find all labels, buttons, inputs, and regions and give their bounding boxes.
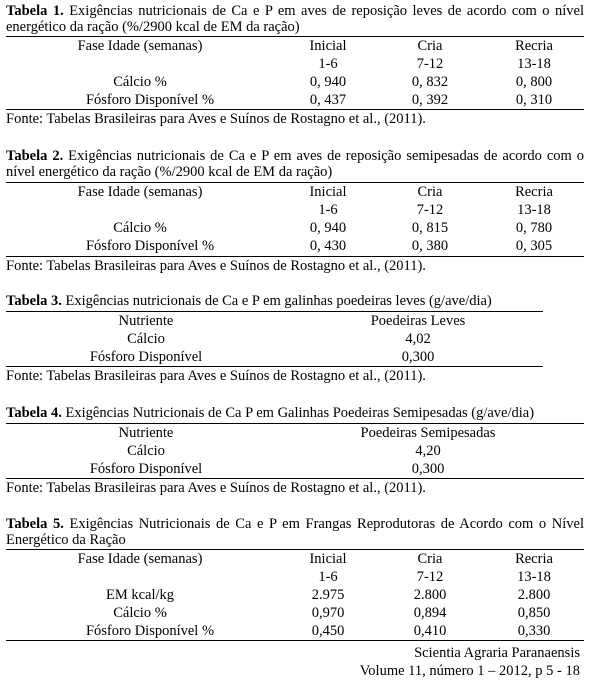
- table4-title: Exigências Nutricionais de Ca P em Galinhas Poedeiras Semipesadas (g/ave/dia): [61, 405, 535, 421]
- table1-age-3: 13-18: [517, 56, 551, 72]
- table5-phase-2: Cria: [417, 551, 443, 567]
- table2-cell: 0, 815: [411, 220, 449, 236]
- table1-phase-1: Inicial: [309, 38, 347, 54]
- table5-row-label: Cálcio %: [113, 605, 167, 621]
- table5-cell: 2.800: [413, 587, 447, 603]
- table5-row-label: EM kcal/kg: [105, 587, 175, 603]
- table4-header-value: Poedeiras Semipesadas: [360, 425, 496, 441]
- table3-label: Tabela 3.: [6, 293, 62, 309]
- table4-caption: [6, 405, 584, 421]
- table5-cell: 2.975: [311, 587, 345, 603]
- table1-cell: 0, 800: [515, 74, 553, 90]
- table5-age-3: 13-18: [517, 569, 551, 585]
- table1-title: Exigências nutricionais de Ca e P em aves de reposição leves de acordo com o nível energético da ração (%/2900 kcal de EM da ração): [6, 3, 584, 35]
- table3-caption: [6, 293, 584, 309]
- table3-cell: 4,02: [405, 331, 431, 347]
- table1-cell: 0, 437: [309, 92, 347, 108]
- table1-age-1: 1-6: [318, 56, 338, 72]
- table3-row-label: Fósforo Disponível: [89, 349, 203, 365]
- table2-cell: 0, 305: [515, 238, 553, 254]
- table5-cell: 2.800: [517, 587, 551, 603]
- table5-phase-3: Recria: [515, 551, 553, 567]
- table2-cell: 0, 780: [515, 220, 553, 236]
- table2-phase-2: Cria: [417, 184, 443, 200]
- table1-phase-3: Recria: [515, 38, 553, 54]
- table5-cell: 0,450: [311, 623, 345, 639]
- table2-cell: 0, 430: [309, 238, 347, 254]
- journal-volume: Volume 11, número 1 – 2012, p 5 - 18: [359, 663, 580, 679]
- table2-title: Exigências nutricionais de Ca e P em aves de reposição semipesadas de acordo com o nível energético da ração (%/2900 kcal de EM da ração): [6, 148, 584, 180]
- table3-title: Exigências nutricionais de Ca e P em galinhas poedeiras leves (g/ave/dia): [61, 293, 492, 309]
- table5-header-phase: Fase Idade (semanas): [77, 551, 203, 567]
- table1-source: Fonte: Tabelas Brasileiras para Aves e Suínos de Rostagno et al., (2011).: [6, 111, 426, 127]
- table4-label: Tabela 4.: [6, 405, 62, 421]
- table1-row-label: Fósforo Disponível %: [85, 92, 215, 108]
- table4-cell: 0,300: [411, 461, 445, 477]
- table4-row-label: Fósforo Disponível: [89, 461, 203, 477]
- table5-title: Exigências Nutricionais de Ca e P em Frangas Reprodutoras de Acordo com o Nível Energético da Ração: [6, 516, 584, 548]
- table4-source: Fonte: Tabelas Brasileiras para Aves e Suínos de Rostagno et al., (2011).: [6, 480, 426, 496]
- table2-top-rule: [6, 182, 584, 183]
- table4-bottom-rule: [6, 478, 584, 479]
- table1-age-2: 7-12: [416, 56, 444, 72]
- table1-cell: 0, 392: [411, 92, 449, 108]
- table1-row-label: Cálcio %: [113, 74, 167, 90]
- table2-cell: 0, 940: [309, 220, 347, 236]
- table3-header-value: Poedeiras Leves: [370, 313, 466, 329]
- table4-header-nutrient: Nutriente: [118, 425, 174, 441]
- table5-row-label: Fósforo Disponível %: [85, 623, 215, 639]
- table5-phase-1: Inicial: [309, 551, 347, 567]
- table5-cell: 0,970: [311, 605, 345, 621]
- table1-cell: 0, 832: [411, 74, 449, 90]
- table4-row-label: Cálcio: [127, 443, 165, 459]
- table3-header-nutrient: Nutriente: [118, 313, 174, 329]
- table5-age-2: 7-12: [416, 569, 444, 585]
- table3-top-rule: [6, 311, 543, 312]
- table1-caption: [6, 3, 584, 35]
- table2-caption: [6, 148, 584, 180]
- table1-bottom-rule: [6, 109, 584, 110]
- table1-label: Tabela 1.: [6, 3, 64, 19]
- table2-age-3: 13-18: [517, 202, 551, 218]
- table5-age-1: 1-6: [318, 569, 338, 585]
- table5-cell: 0,330: [517, 623, 551, 639]
- table2-row-label: Cálcio %: [113, 220, 167, 236]
- table5-cell: 0,850: [517, 605, 551, 621]
- table3-cell: 0,300: [401, 349, 435, 365]
- table2-cell: 0, 380: [411, 238, 449, 254]
- table2-bottom-rule: [6, 256, 584, 257]
- table5-caption: [6, 516, 584, 548]
- table5-cell: 0,410: [413, 623, 447, 639]
- table5-top-rule: [6, 549, 584, 550]
- table2-source: Fonte: Tabelas Brasileiras para Aves e Suínos de Rostagno et al., (2011).: [6, 258, 426, 274]
- table5-bottom-rule: [6, 640, 584, 641]
- table1-phase-2: Cria: [417, 38, 443, 54]
- table2-phase-3: Recria: [515, 184, 553, 200]
- journal-name: Scientia Agraria Paranaensis: [414, 645, 580, 661]
- table1-cell: 0, 940: [309, 74, 347, 90]
- table3-row-label: Cálcio: [127, 331, 165, 347]
- table1-top-rule: [6, 36, 584, 37]
- table5-label: Tabela 5.: [6, 516, 64, 532]
- table1-cell: 0, 310: [515, 92, 553, 108]
- table2-phase-1: Inicial: [309, 184, 347, 200]
- table2-row-label: Fósforo Disponível %: [85, 238, 215, 254]
- table2-header-phase: Fase Idade (semanas): [77, 184, 203, 200]
- table1-header-phase: Fase Idade (semanas): [77, 38, 203, 54]
- table4-top-rule: [6, 423, 584, 424]
- table5-cell: 0,894: [413, 605, 447, 621]
- table2-label: Tabela 2.: [6, 148, 64, 164]
- table2-age-1: 1-6: [318, 202, 338, 218]
- table4-cell: 4,20: [415, 443, 441, 459]
- table3-bottom-rule: [6, 366, 543, 367]
- table3-source: Fonte: Tabelas Brasileiras para Aves e Suínos de Rostagno et al., (2011).: [6, 368, 426, 384]
- table2-age-2: 7-12: [416, 202, 444, 218]
